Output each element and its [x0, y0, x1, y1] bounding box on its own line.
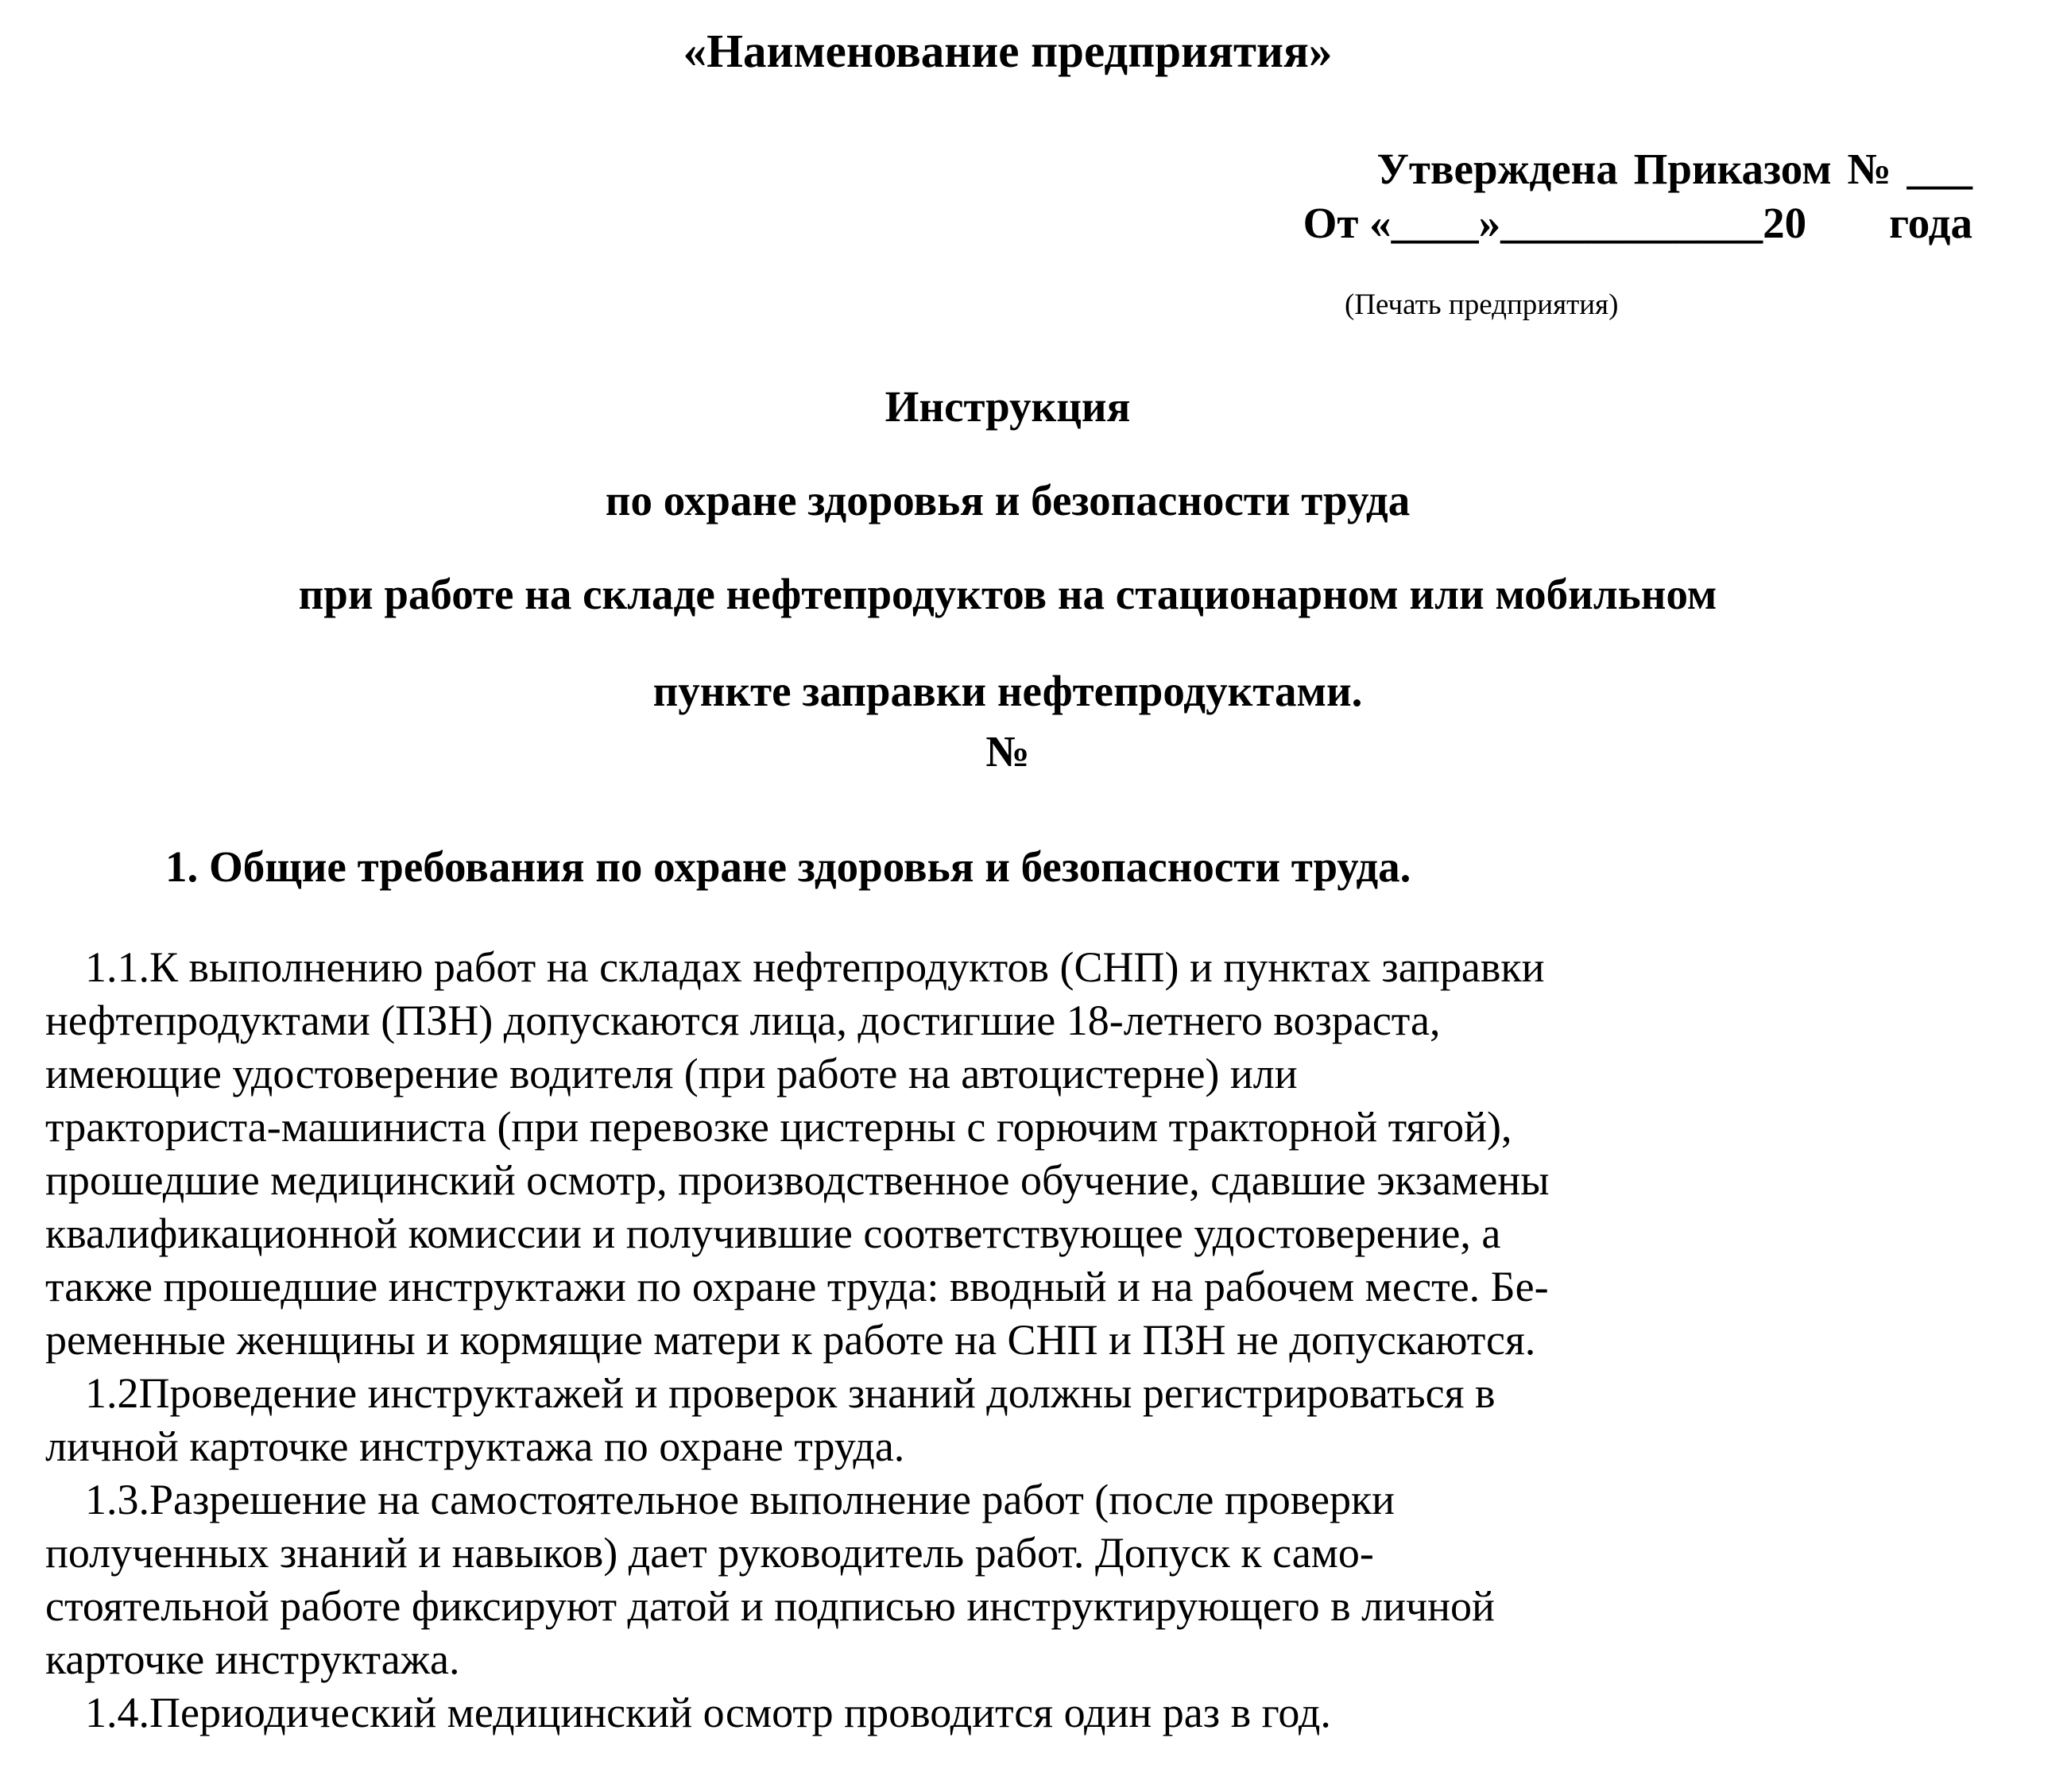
body-line: личной карточке инструктажа по охране труда.	[45, 1422, 905, 1470]
body-line: стоятельной работе фиксируют датой и подписью инструктирующего в личной	[45, 1582, 1495, 1630]
document-subtitle-line-1: по охране здоровья и безопасности труда	[605, 476, 1411, 524]
body-line: 1.3.Разрешение на самостоятельное выполнение работ (после проверки	[85, 1476, 1396, 1523]
body-line: ременные женщины и кормящие матери к работе на СНП и ПЗН не допускаются.	[45, 1316, 1536, 1364]
document-number-sign: №	[985, 727, 1030, 776]
section-heading: 1. Общие требования по охране здоровья и безопасности труда.	[165, 842, 1411, 891]
document-subtitle-line-2: при работе на складе нефтепродуктов на стационарном или мобильном	[298, 570, 1717, 618]
stamp-note: (Печать предприятия)	[1345, 288, 1619, 321]
body-line: полученных знаний и навыков) дает руководитель работ. Допуск к само-	[45, 1529, 1374, 1577]
body-line: также прошедшие инструктажи по охране труда: вводный и на рабочем месте. Бе-	[45, 1263, 1549, 1310]
approval-line: Утверждена Приказом № ___	[1376, 145, 1972, 193]
document-title: Инструкция	[885, 382, 1131, 431]
body-line: квалификационной комиссии и получившие соответствующее удостоверение, а	[45, 1210, 1501, 1257]
body-line: тракториста-машиниста (при перевозке цистерны с горючим тракторной тягой),	[45, 1103, 1512, 1151]
body-line: 1.4.Периодический медицинский осмотр проводится один раз в год.	[85, 1689, 1331, 1736]
body-line: имеющие удостоверение водителя (при работе на автоцистерне) или	[45, 1050, 1298, 1097]
approval-year-word: года	[1889, 199, 1972, 247]
section-body	[45, 941, 1730, 1740]
body-line: 1.2Проведение инструктажей и проверок знаний должны регистрироваться в	[85, 1369, 1496, 1417]
approval-date-line	[1303, 198, 1972, 248]
body-line: нефтепродуктами (ПЗН) допускаются лица, достигшие 18-летнего возраста,	[45, 997, 1441, 1044]
body-line: прошедшие медицинский осмотр, производственное обучение, сдавшие экзамены	[45, 1156, 1550, 1204]
body-line: карточке инструктажа.	[45, 1635, 460, 1683]
document-subtitle-line-3: пункте заправки нефтепродуктами.	[652, 667, 1363, 715]
body-line: 1.1.К выполнению работ на складах нефтепродуктов (СНП) и пунктах заправки	[85, 943, 1545, 991]
company-name: «Наименование предприятия»	[683, 25, 1333, 77]
approval-date-blank: От «____»____________20	[1303, 199, 1807, 247]
